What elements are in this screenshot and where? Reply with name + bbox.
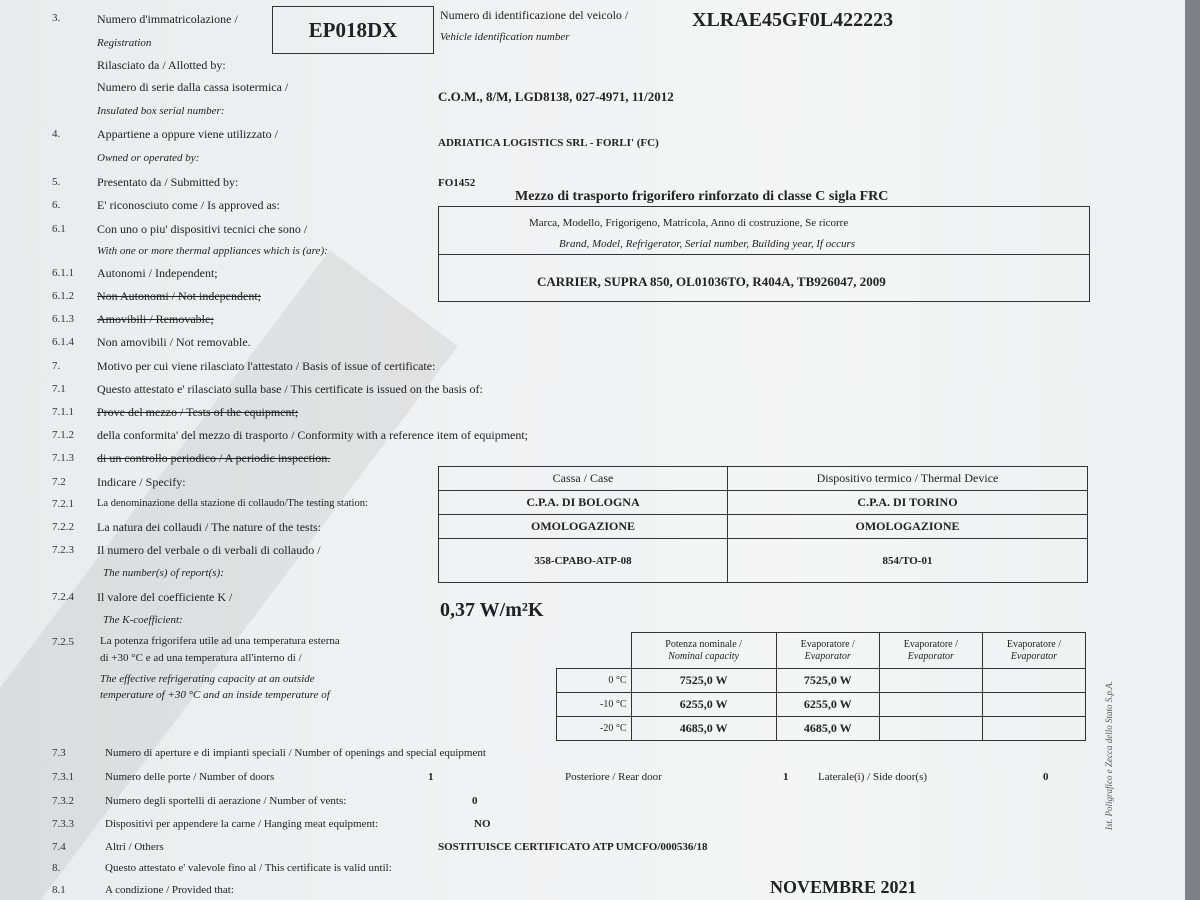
appliance-value: CARRIER, SUPRA 850, OL01036TO, R404A, TB926047, 2009 <box>537 274 886 289</box>
nature-case: OMOLOGAZIONE <box>439 515 728 539</box>
header-it: Potenza nominale / <box>665 638 742 650</box>
hanging-value: NO <box>474 818 491 830</box>
capacity-label-en-2: temperature of +30 °C and an inside temperature of <box>100 689 330 701</box>
evap1-header <box>776 633 879 669</box>
others-label: Altri / Others <box>105 841 164 853</box>
conformity-label: della conformita' del mezzo di trasporto / Conformity with a reference item of equipment; <box>97 428 529 442</box>
provided-label: A condizione / Provided that: <box>105 884 234 896</box>
appliance-header: Marca, Modello, Frigorigeno, Matricola, Anno di costruzione, Se ricorre <box>529 217 849 229</box>
item-number: 8.1 <box>52 884 66 896</box>
item-number: 7.4 <box>52 841 66 853</box>
item-number: 7.1.2 <box>52 429 74 441</box>
capacity-table <box>556 632 1086 741</box>
report-label: Il numero del verbale o di verbali di collaudo / <box>97 543 321 557</box>
empty-corner <box>557 633 632 669</box>
serial-value: C.O.M., 8/M, LGD8138, 027-4971, 11/2012 <box>438 89 674 104</box>
vin-label: Numero di identificazione del veicolo / <box>440 8 629 22</box>
capacity-label-en: The effective refrigerating capacity at an outside <box>100 673 315 685</box>
vents-label: Numero degli sportelli di aerazione / Number of vents: <box>105 795 347 807</box>
evap3-header <box>982 633 1085 669</box>
appliance-label: Con uno o piu' dispositivi tecnici che sono / <box>97 222 308 236</box>
nominal-cell: 7525,0 W <box>631 669 776 693</box>
rear-door-value: 1 <box>783 771 789 783</box>
item-number: 6.1 <box>52 223 66 235</box>
serial-label-en: Insulated box serial number: <box>97 105 225 117</box>
station-case: C.P.A. DI BOLOGNA <box>439 491 728 515</box>
removable-label: Amovibili / Removable; <box>97 312 214 326</box>
nominal-header <box>631 633 776 669</box>
appliance-header-en: Brand, Model, Refrigerator, Serial number, Building year, If occurs <box>559 238 856 250</box>
header-en: Evaporator <box>804 650 851 662</box>
item-number: 7.3.3 <box>52 818 74 830</box>
tests-label: Prove del mezzo / Tests of the equipment; <box>97 405 299 419</box>
capacity-label-2: di +30 °C e ad una temperatura all'interno di / <box>100 652 302 664</box>
nature-label: La natura dei collaudi / The nature of the tests: <box>97 520 322 534</box>
evap1-cell: 4685,0 W <box>776 717 879 741</box>
item-number: 7.1 <box>52 383 66 395</box>
station-label: La denominazione della stazione di collaudo/The testing station: <box>97 498 368 509</box>
hanging-label: Dispositivi per appendere la carne / Hanging meat equipment: <box>105 818 379 830</box>
nature-device: OMOLOGAZIONE <box>728 515 1088 539</box>
header-it: Evaporatore / <box>903 638 958 650</box>
report-device: 854/TO-01 <box>728 539 1088 583</box>
item-number: 7.2.1 <box>52 498 74 510</box>
basis-issued-label: Questo attestato e' rilasciato sulla base / This certificate is issued on the basis of: <box>97 382 483 396</box>
evap3-cell <box>982 693 1085 717</box>
item-number: 7. <box>52 360 61 372</box>
submitter-value: FO1452 <box>438 177 476 189</box>
item-number: 6.1.3 <box>52 313 74 325</box>
appliance-box <box>438 206 1090 302</box>
evap2-cell <box>879 717 982 741</box>
item-number: 5. <box>52 176 61 188</box>
header-en: Evaporator <box>907 650 954 662</box>
evap1-cell: 6255,0 W <box>776 693 879 717</box>
item-number: 6.1.2 <box>52 290 74 302</box>
independent-label: Autonomi / Independent; <box>97 266 218 280</box>
report-case: 358-CPABO-ATP-08 <box>439 539 728 583</box>
specify-label: Indicare / Specify: <box>97 475 186 489</box>
item-number: 7.2 <box>52 476 66 488</box>
testing-table <box>438 466 1088 583</box>
header-it: Evaporatore / <box>800 638 855 650</box>
submitted-label: Presentato da / Submitted by: <box>97 175 239 189</box>
item-number: 7.1.3 <box>52 452 74 464</box>
owner-value: ADRIATICA LOGISTICS SRL - FORLI' (FC) <box>438 137 659 149</box>
evap2-header <box>879 633 982 669</box>
k-value: 0,37 W/m²K <box>440 599 544 621</box>
class-title: Mezzo di trasporto frigorifero rinforzato di classe C sigla FRC <box>515 189 889 204</box>
temp-cell: -10 °C <box>557 693 632 717</box>
valid-until-value: NOVEMBRE 2021 <box>770 877 917 897</box>
col-case-header: Cassa / Case <box>439 467 728 491</box>
evap1-cell: 7525,0 W <box>776 669 879 693</box>
k-label: Il valore del coefficiente K / <box>97 590 233 604</box>
item-number: 6.1.1 <box>52 267 74 279</box>
valid-label: Questo attestato e' valevole fino al / This certificate is valid until: <box>105 862 392 874</box>
item-number: 7.1.1 <box>52 406 74 418</box>
temp-cell: -20 °C <box>557 717 632 741</box>
printer-imprint: Ist. Poligrafico e Zecca dello Stato S.p.A. <box>1104 681 1114 830</box>
registration-label-en: Registration <box>97 37 152 49</box>
vin-value: XLRAE45GF0L422223 <box>692 9 894 31</box>
serial-label: Numero di serie dalla cassa isotermica / <box>97 80 289 94</box>
col-device-header: Dispositivo termico / Thermal Device <box>728 467 1088 491</box>
item-number: 8. <box>52 862 61 874</box>
item-number: 7.3.1 <box>52 771 74 783</box>
evap3-cell <box>982 717 1085 741</box>
appliance-label-en: With one or more thermal appliances which is (are): <box>97 245 328 257</box>
capacity-label: La potenza frigorifera utile ad una temperatura esterna <box>100 635 340 647</box>
not-removable-label: Non amovibili / Not removable. <box>97 335 251 349</box>
item-number: 7.2.2 <box>52 521 74 533</box>
allotted-label: Rilasciato da / Allotted by: <box>97 58 226 72</box>
side-door-value: 0 <box>1043 771 1049 783</box>
page-edge-shadow <box>1185 0 1200 900</box>
rear-door-label: Posteriore / Rear door <box>565 771 662 783</box>
owned-label-en: Owned or operated by: <box>97 152 200 164</box>
item-number: 7.3 <box>52 747 66 759</box>
divider <box>439 254 1089 255</box>
header-en: Nominal capacity <box>668 650 739 662</box>
table-row <box>557 693 1086 717</box>
item-number: 6.1.4 <box>52 336 74 348</box>
nominal-cell: 6255,0 W <box>631 693 776 717</box>
doors-value: 1 <box>428 771 434 783</box>
registration-number: EP018DX <box>272 6 434 54</box>
approved-label: E' riconosciuto come / Is approved as: <box>97 198 280 212</box>
item-number: 6. <box>52 199 61 211</box>
temp-cell: 0 °C <box>557 669 632 693</box>
k-label-en: The K-coefficient: <box>103 614 183 626</box>
item-number: 4. <box>52 128 61 140</box>
station-device: C.P.A. DI TORINO <box>728 491 1088 515</box>
nominal-cell: 4685,0 W <box>631 717 776 741</box>
doors-label: Numero delle porte / Number of doors <box>105 771 275 783</box>
item-number: 7.3.2 <box>52 795 74 807</box>
vin-label-en: Vehicle identification number <box>440 31 570 43</box>
openings-label: Numero di aperture e di impianti speciali / Number of openings and special equipment <box>105 747 486 759</box>
item-number: 7.2.3 <box>52 544 74 556</box>
side-door-label: Laterale(i) / Side door(s) <box>818 771 928 783</box>
vents-value: 0 <box>472 795 478 807</box>
evap2-cell <box>879 669 982 693</box>
evap2-cell <box>879 693 982 717</box>
header-it: Evaporatore / <box>1006 638 1061 650</box>
item-number: 7.2.4 <box>52 591 74 603</box>
item-number: 7.2.5 <box>52 636 74 648</box>
others-value: SOSTITUISCE CERTIFICATO ATP UMCFO/000536/18 <box>438 841 708 853</box>
registration-label: Numero d'immatricolazione / <box>97 12 238 26</box>
evap3-cell <box>982 669 1085 693</box>
periodic-label: di un controllo periodico / A periodic inspection. <box>97 451 331 465</box>
header-en: Evaporator <box>1010 650 1057 662</box>
table-row <box>557 669 1086 693</box>
owned-label: Appartiene a oppure viene utilizzato / <box>97 127 278 141</box>
not-independent-label: Non Autonomi / Not independent; <box>97 289 261 303</box>
item-number: 3. <box>52 12 61 24</box>
report-label-en: The number(s) of report(s): <box>103 567 224 579</box>
basis-label: Motivo per cui viene rilasciato l'attestato / Basis of issue of certificate: <box>97 359 436 373</box>
table-row <box>557 717 1086 741</box>
